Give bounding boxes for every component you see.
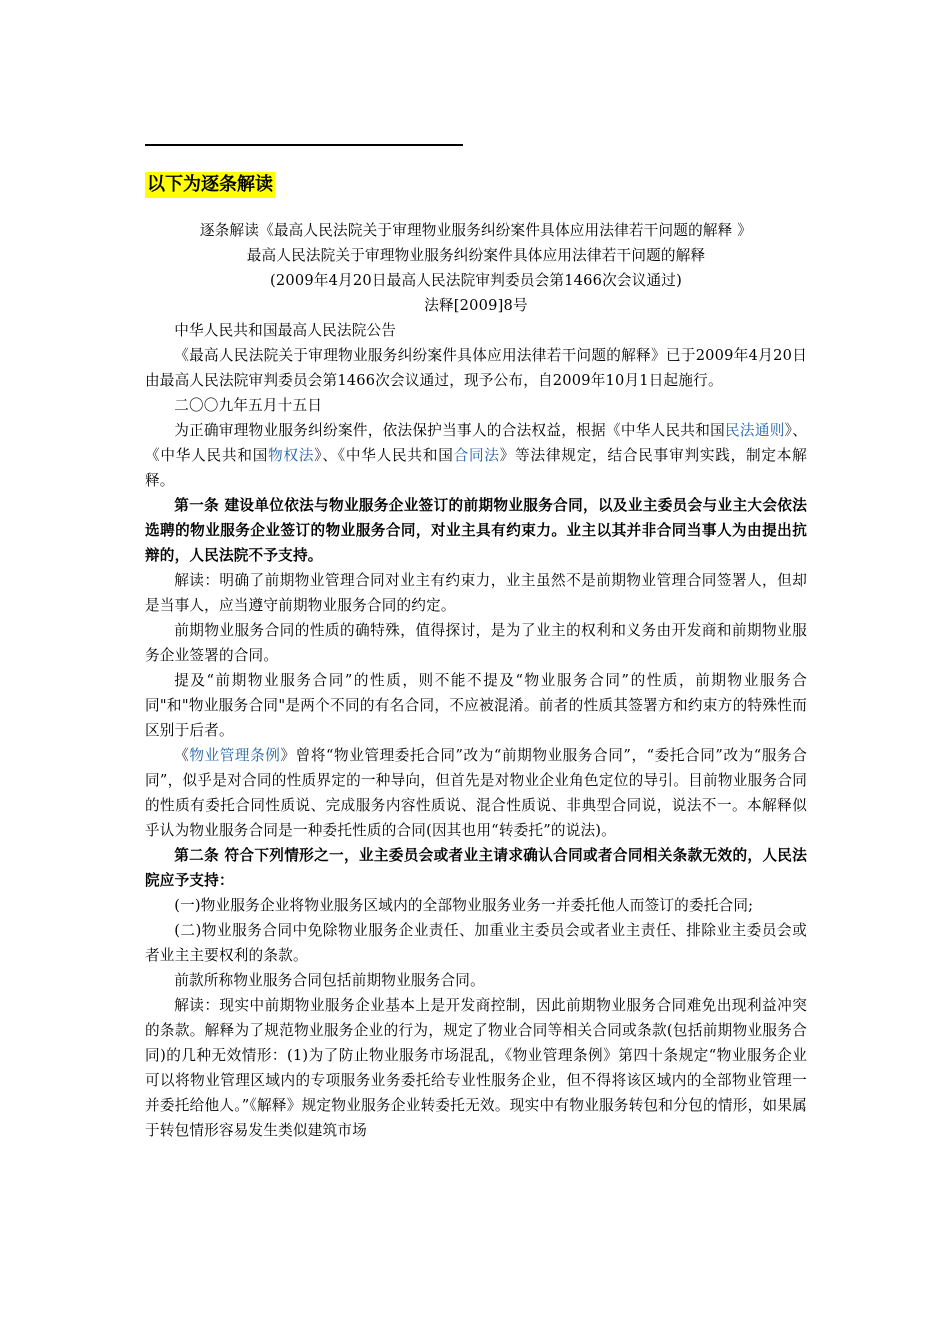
issuer-line: 中华人民共和国最高人民法院公告 bbox=[174, 322, 397, 339]
article-2: 第二条 符合下列情形之一，业主委员会或者业主请求确认合同或者合同相关条款无效的，人民法院应予支持： bbox=[145, 847, 807, 889]
announcement-paragraph: 《最高人民法院关于审理物业服务纠纷案件具体应用法律若干问题的解释》已于2009年4月20日由最高人民法院审判委员会第1466次会议通过，现予公布，自2009年10月1日起施行。 bbox=[145, 347, 807, 389]
title-line-2: 最高人民法院关于审理物业服务纠纷案件具体应用法律若干问题的解释 bbox=[246, 247, 706, 264]
link-contract-law[interactable]: 合同法 bbox=[453, 447, 500, 464]
article-2-reading-1: 解读：现实中前期物业服务企业基本上是开发商控制，因此前期物业服务合同难免出现利益冲突的条款。解释为了规范物业服务企业的行为，规定了物业合同等相关合同或条款(包括前期物业服务合同)的几种无效情形：(1)为了防止物业服务市场混乱，《物业管理条例》第四十条规定“物业服务企业可以将物业管理区域内的专项服务业务委托给专业性服务企业，但不得将该区域内的全部物业管理一并委托给他人。”《解释》规定物业服务企业转委托无效。现实中有物业服务转包和分包的情形，如果属于转包情形容易发生类似建筑市场 bbox=[145, 997, 807, 1139]
article-1-reading-4: 《物业管理条例》曾将“物业管理委托合同”改为“前期物业服务合同”，“委托合同”改为“服务合同”，似乎是对合同的性质界定的一种导向，但首先是对物业企业角色定位的导引。目前物业服务合同的性质有委托合同性质说、完成服务内容性质说、混合性质说、非典型合同说，说法不一。本解释似乎认为物业服务合同是一种委托性质的合同(因其也用“转委托”的说法)。 bbox=[145, 747, 808, 839]
horizontal-rule bbox=[145, 144, 463, 146]
document-body bbox=[145, 218, 807, 1143]
link-property-law[interactable]: 物权法 bbox=[268, 447, 315, 464]
article-1-reading-2: 前期物业服务合同的性质的确特殊，值得探讨，是为了业主的权利和义务由开发商和前期物业服务企业签署的合同。 bbox=[145, 622, 807, 664]
article-1: 第一条 建设单位依法与物业服务企业签订的前期物业服务合同，以及业主委员会与业主大会依法选聘的物业服务企业签订的物业服务合同，对业主具有约束力。业主以其并非合同当事人为由提出抗辩的，人民法院不予支持。 bbox=[145, 497, 807, 564]
preamble-paragraph: 为正确审理物业服务纠纷案件，依法保护当事人的合法权益，根据《中华人民共和国民法通则》、《中华人民共和国物权法》、《中华人民共和国合同法》等法律规定，结合民事审判实践，制定本解释。 bbox=[145, 422, 807, 489]
highlighted-heading: 以下为逐条解读 bbox=[145, 172, 275, 198]
title-line-1: 逐条解读《最高人民法院关于审理物业服务纠纷案件具体应用法律若干问题的解释 》 bbox=[199, 222, 753, 239]
article-2-item-2: (二)物业服务合同中免除物业服务企业责任、加重业主委员会或者业主责任、排除业主委员会或者业主主要权利的条款。 bbox=[145, 922, 807, 964]
article-2-item-1: (一)物业服务企业将物业服务区域内的全部物业服务业务一并委托他人而签订的委托合同; bbox=[174, 897, 754, 914]
link-civil-law[interactable]: 民法通则 bbox=[725, 422, 785, 439]
title-line-3: (2009年4月20日最高人民法院审判委员会第1466次会议通过) bbox=[270, 272, 682, 289]
article-2-item-3: 前款所称物业服务合同包括前期物业服务合同。 bbox=[174, 972, 485, 989]
title-line-4: 法释[2009]8号 bbox=[424, 297, 528, 314]
article-1-reading-1: 解读：明确了前期物业管理合同对业主有约束力，业主虽然不是前期物业管理合同签署人，但却是当事人，应当遵守前期物业服务合同的约定。 bbox=[145, 572, 807, 614]
link-property-regulations[interactable]: 物业管理条例 bbox=[189, 747, 281, 764]
date-line: 二〇〇九年五月十五日 bbox=[174, 397, 323, 414]
article-1-reading-3: 提及“前期物业服务合同”的性质，则不能不提及“物业服务合同”的性质，前期物业服务合同"和"物业服务合同"是两个不同的有名合同，不应被混淆。前者的性质其签署方和约束方的特殊性而区别于后者。 bbox=[145, 672, 807, 739]
